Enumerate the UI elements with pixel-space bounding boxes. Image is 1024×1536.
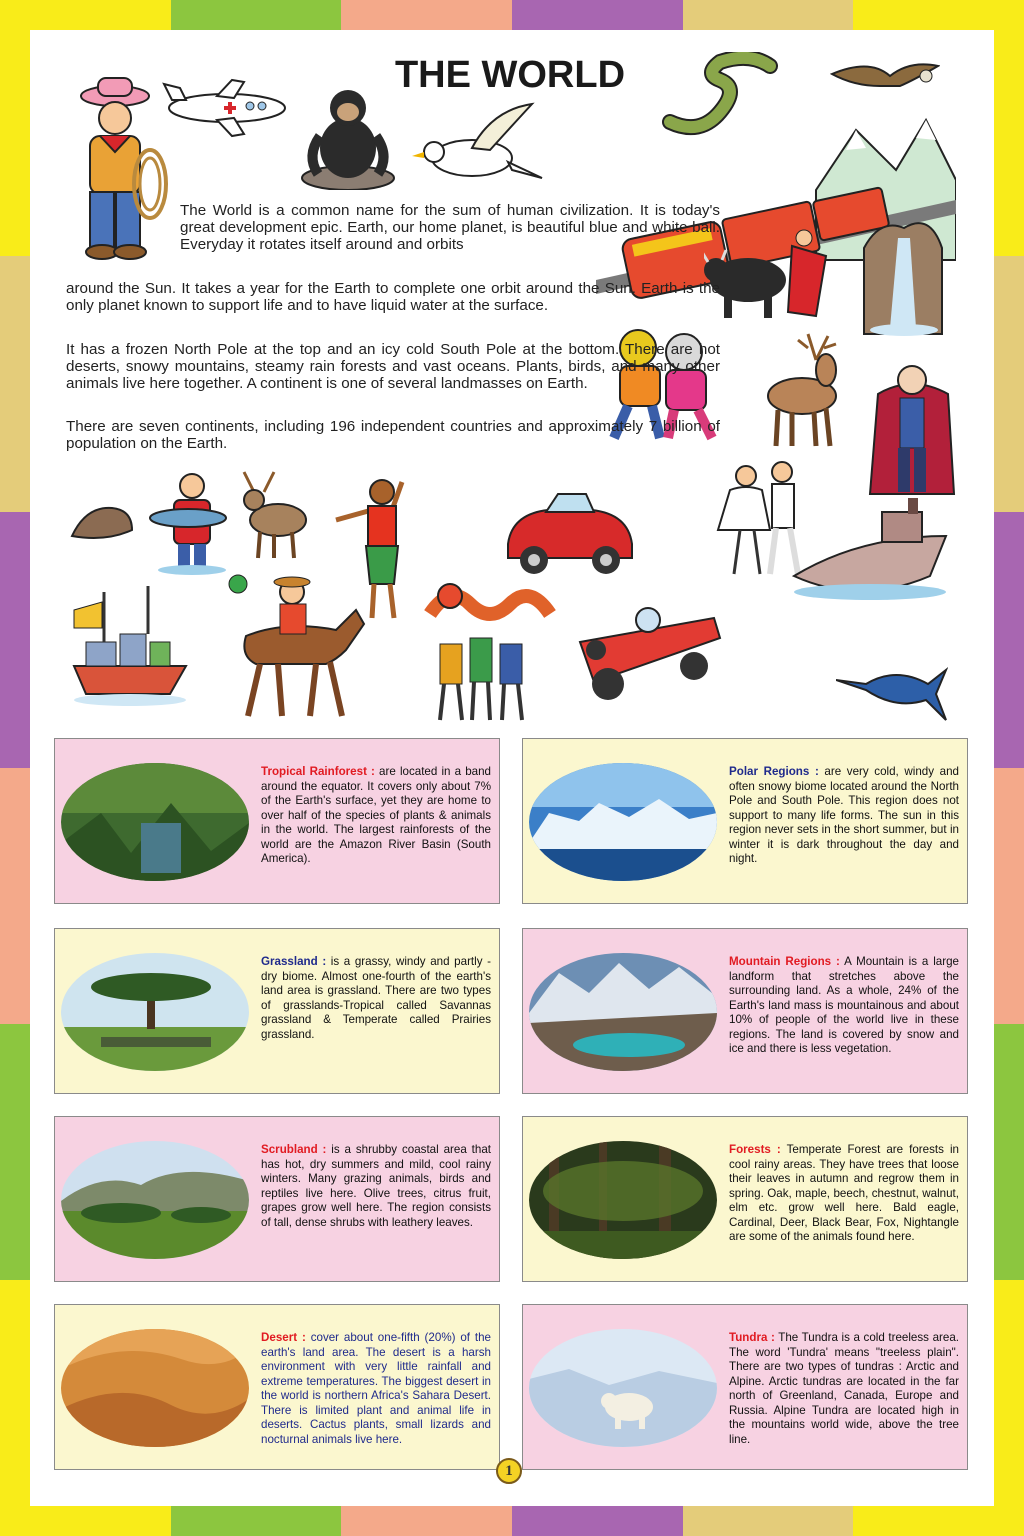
biome-description: A Mountain is a large landform that stretches above the surrounding land. As a whole, 24% of the Earth's land mass is mountainous and about 10% of people of the world live in these regions. The land is covered by snow and ice and there is less vegetation. xyxy=(729,955,959,1055)
biome-description: is a shrubby coastal area that has hot, dry summers and mild, cool rainy winters. Many grazing animals, birds and reptiles live here. Olive trees, citrus fruit, grapes grow well here. The region consists of tall, dense shrubs with leathery leaves. xyxy=(261,1143,491,1229)
cowboy-with-lasso-illustration xyxy=(60,74,170,264)
page-number: 1 xyxy=(496,1458,522,1484)
intro-paragraph-1: The World is a common name for the sum of human civilization. It is today's great development epic. Earth, our home planet, is beautiful blue and white ball. Everyday it rotates itself around and orbits xyxy=(180,202,720,253)
biome-term: Tundra : xyxy=(729,1331,775,1344)
dracula-illustration xyxy=(868,354,956,504)
biome-description: The Tundra is a cold treeless area. The word 'Tundra' means "treeless plain". There are two types of tundras : Arctic and Alpine. Arctic tundras are located in the far north of Greenland, Canada, Europe and Russia. Alpine Tundra are located high in the mountains world wide, above the tree line. xyxy=(729,1331,959,1446)
cargo-ship-illustration xyxy=(70,582,190,710)
biome-card-mountain-regions xyxy=(522,928,968,1094)
intro-paragraph-2: around the Sun. It takes a year for the Earth to complete one orbit around the Sun. Earth is the only planet known to support life and to have liquid water at the surface. xyxy=(66,280,720,314)
icebergs-photo xyxy=(529,763,717,881)
polar-bear-photo xyxy=(529,1329,717,1447)
frame-top-border xyxy=(0,0,1024,30)
biome-term: Scrubland : xyxy=(261,1143,327,1156)
biome-description: Temperate Forest are forests in cool rainy areas. They have trees that loose their leaves in autumn and regrow them in spring. Oak, maple, beech, chestnut, walnut, elm etc. grow well here. Bald eagle, Cardinal, Deer, Black Bear, Fox, Nightangle are some of the animals found here. xyxy=(729,1143,959,1243)
biome-description: are very cold, windy and often snowy biome located around the North Pole and South Pole. This region does not support to many life forms. The sun in this region never sets in the short summer, but in winter it is dark throughout the day and night. xyxy=(729,765,959,865)
savanna-photo xyxy=(61,953,249,1071)
biome-text-scrubland xyxy=(261,1143,491,1230)
page-title: THE WORLD xyxy=(394,54,626,96)
biome-card-scrubland xyxy=(54,1116,500,1282)
temperate-forest-photo xyxy=(529,1141,717,1259)
biome-term: Polar Regions : xyxy=(729,765,819,778)
swordfish-illustration xyxy=(836,650,948,730)
biome-text-forests xyxy=(729,1143,959,1245)
reindeer-illustration xyxy=(756,330,856,450)
biome-text-mountain-regions xyxy=(729,955,959,1057)
biome-text-polar-regions xyxy=(729,765,959,867)
biome-term: Forests : xyxy=(729,1143,781,1156)
racing-car-illustration xyxy=(574,582,724,710)
biome-card-tropical-rainforest xyxy=(54,738,500,904)
mountain-lake-photo xyxy=(529,953,717,1071)
car-illustration xyxy=(502,484,638,580)
fisherman-illustration xyxy=(148,470,232,576)
eagle-illustration xyxy=(830,56,940,106)
biome-term: Tropical Rainforest : xyxy=(261,765,375,778)
biome-text-grassland xyxy=(261,955,491,1042)
biome-text-desert xyxy=(261,1331,491,1447)
biome-description: is a grassy, windy and partly - dry biome. Almost one-fourth of the earth's land area is grassland. There are two types of grasslands-Tropical called Savannas grassland & Temperate called Prairies grassland. xyxy=(261,955,491,1041)
frame-bottom-border xyxy=(0,1506,1024,1536)
chimpanzee-illustration xyxy=(298,86,398,190)
biome-description: are located in a band around the equator. It covers only about 7% of the Earth's surface, yet they are home to over half of the species of plants & animals in the world. The largest rainforests of the world are the Amazon River Basin (South America). xyxy=(261,765,491,865)
biome-text-tropical-rainforest xyxy=(261,765,491,867)
ship-illustration xyxy=(790,496,950,618)
waterfall-illustration xyxy=(860,208,946,338)
biome-term: Desert : xyxy=(261,1331,306,1344)
biome-term: Grassland : xyxy=(261,955,327,968)
biome-term: Mountain Regions : xyxy=(729,955,840,968)
rainforest-photo xyxy=(61,763,249,881)
biome-card-forests xyxy=(522,1116,968,1282)
airplane-illustration xyxy=(162,78,292,138)
sand-dunes-photo xyxy=(61,1329,249,1447)
intro-paragraph-3: It has a frozen North Pole at the top and an icy cold South Pole at the bottom. There are hot deserts, snowy mountains, steamy rain forests and vast oceans. Plants, birds, and many other animals live here together. A continent is one of several landmasses on Earth. xyxy=(66,341,720,392)
scrubland-photo xyxy=(61,1141,249,1259)
intro-paragraph-4: There are seven continents, including 196 independent countries and approximately 7 billion of population on the Earth. xyxy=(66,418,720,452)
biome-text-tundra xyxy=(729,1331,959,1447)
frame-left-border xyxy=(0,0,30,1536)
biome-card-grassland xyxy=(54,928,500,1094)
bird-illustration xyxy=(412,100,552,190)
dragon-dance-illustration xyxy=(410,574,560,724)
biome-card-tundra xyxy=(522,1304,968,1470)
frame-right-border xyxy=(994,0,1024,1536)
biome-description: cover about one-fifth (20%) of the earth's land area. The desert is a harsh environment with very little rainfall and extreme temperatures. The biggest desert in the world is northern Africa's Sahara Desert. There is limited plant and animal life in deserts. Cactus plants, small lizards and nocturnal animals live here. xyxy=(261,1331,492,1446)
walrus-illustration xyxy=(66,496,136,544)
biome-card-desert xyxy=(54,1304,500,1470)
reindeer-illustration-2 xyxy=(234,470,314,560)
cowboy-on-horse-illustration xyxy=(226,570,366,720)
bullfighter-illustration xyxy=(704,226,834,322)
poster-page xyxy=(30,30,994,1506)
biome-card-polar-regions xyxy=(522,738,968,904)
